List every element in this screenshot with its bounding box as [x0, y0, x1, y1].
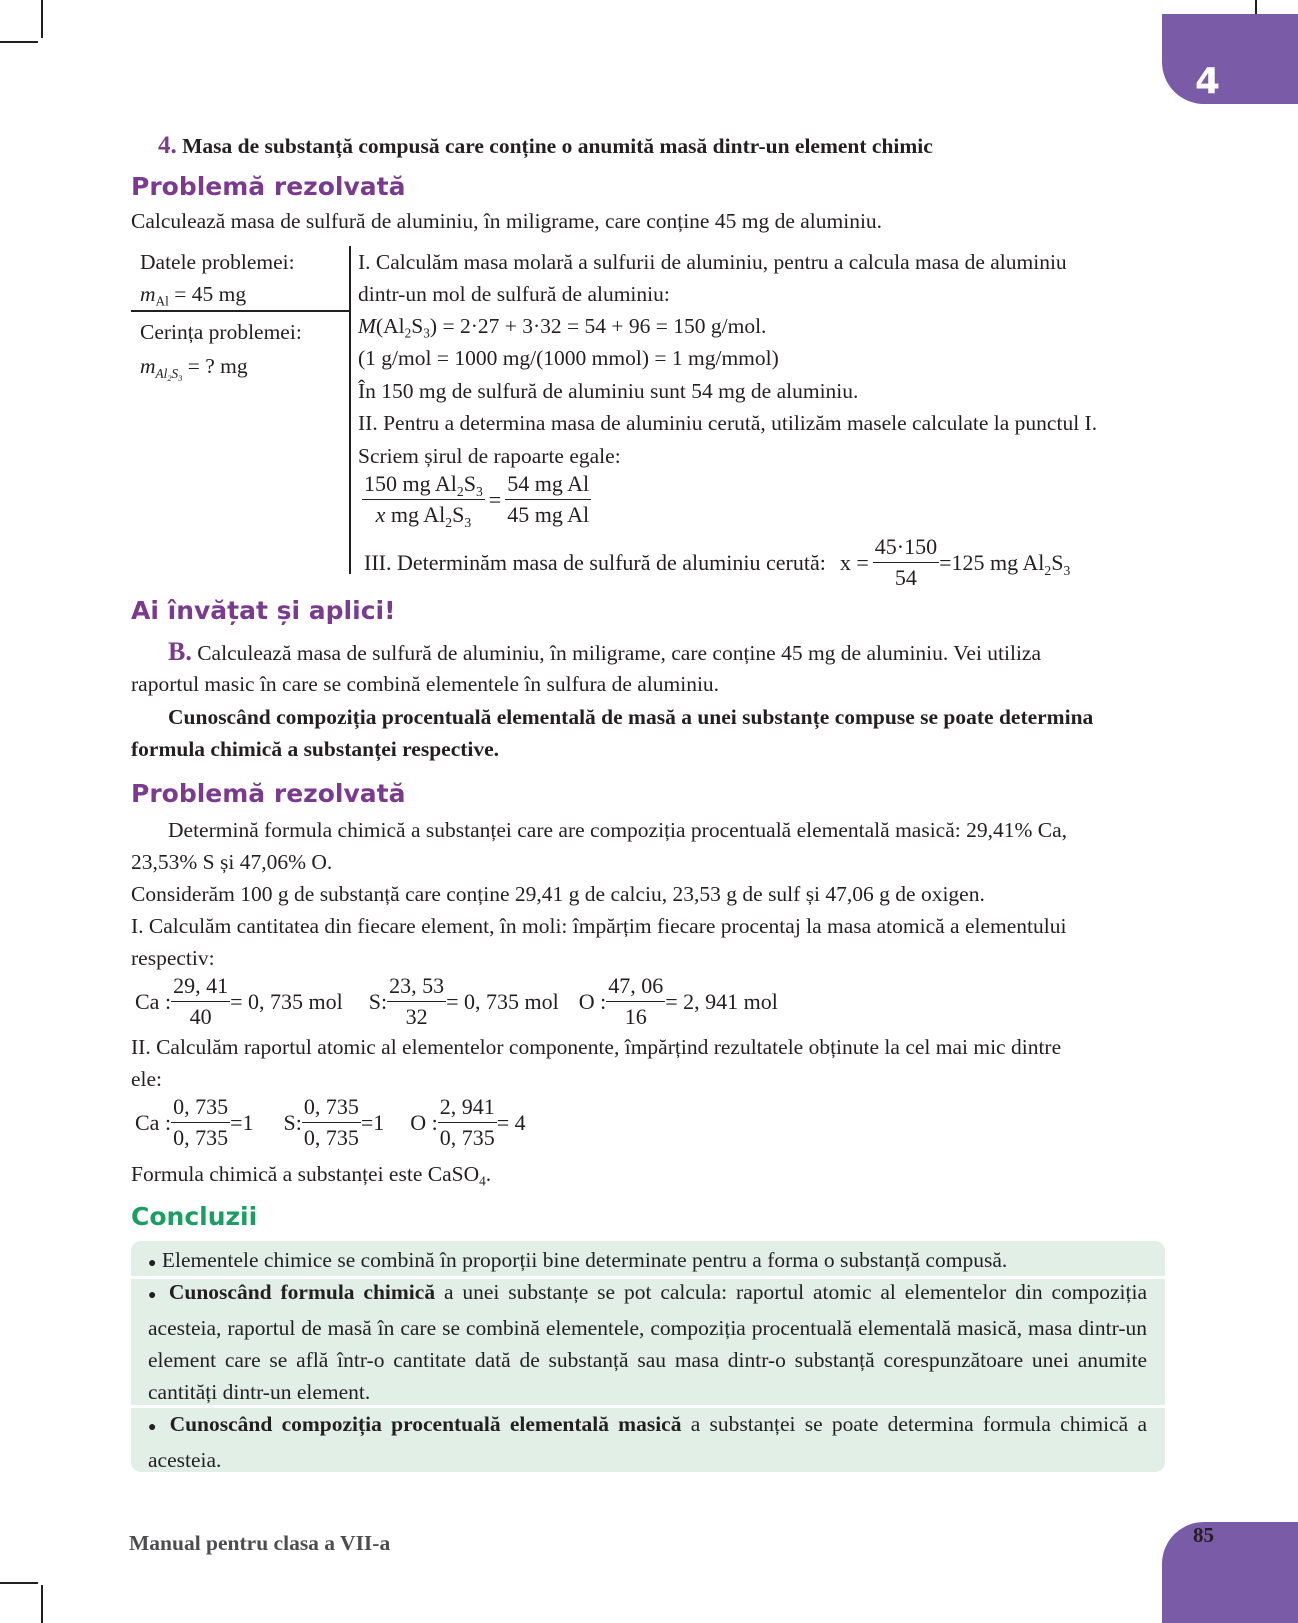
problem2-step2-line2: ele:	[131, 1067, 163, 1091]
problem-statement: Calculează masa de sulfură de aluminiu, în miligrame, care conține 45 mg de aluminiu.	[131, 209, 883, 233]
key-statement-line2: formula chimică a substanței respective.	[131, 737, 500, 761]
ratio-fraction-2: $\frac{\text{54 mg Al}}{\text{45 mg Al}}$	[507, 471, 590, 527]
book-title: Manual pentru clasa a VII-a	[129, 1531, 391, 1555]
chapter-number: 4	[1195, 61, 1221, 102]
ratio-fraction-ca: $\frac{0, 735}{0, 735}$	[173, 1094, 229, 1150]
problem2-step2-line1: II. Calculăm raportul atomic al elementelor componente, împărțind rezultatele obținute la cel mai mic dintre	[131, 1035, 1062, 1059]
data-separator	[131, 310, 349, 312]
step3-fraction: $\frac{45\cdot 150}{54}$	[874, 534, 938, 590]
apply-line1: B. Calculează masa de sulfură de aluminiu, în miligrame, care conține 45 mg de aluminiu. Vei utiliza	[168, 637, 1042, 666]
molar-mass-equation: $M(Al_2S_3) = 2\cdot 27 + 3\cdot 32 = 54 + 96 = 150$ g/mol.	[358, 314, 767, 341]
page-number: 85	[1193, 1523, 1214, 1547]
ratio-equation: $\frac{150 mg Al_2S_3}{x mg Al_2S_3}$ = $\frac{\text{54 mg Al}}{\text{45 mg Al}}$	[364, 471, 590, 530]
mol-fraction-ca: $\frac{29, 41}{40}$	[173, 973, 229, 1029]
mass-statement: În 150 mg de sulfură de aluminiu sunt 54 mg de aluminiu.	[358, 379, 859, 403]
requirement-value: $m_{Al_2S_3}$ = ? mg	[140, 354, 248, 383]
crop-mark	[41, 0, 43, 38]
unit-conversion: (1 g/mol = 1000 mg/(1000 mmol) = 1 mg/mmol)	[358, 346, 779, 370]
section-title	[158, 130, 933, 162]
problem2-line1: Determină formula chimică a substanței care are compoziția procentuală elementală masică: 29,41% Ca,	[168, 818, 1068, 842]
conclusion-item-3: ● Cunoscând compoziția procentuală elementală masică a substanței se poate determina formula chimică a acesteia.	[148, 1412, 1147, 1472]
crop-mark	[0, 1582, 38, 1584]
key-statement-line1: Cunoscând compoziția procentuală elementală de masă a unei substanțe compuse se poate determina	[168, 705, 1094, 729]
problem-heading: Problemă rezolvată	[131, 172, 406, 201]
step2-line1: II. Pentru a determina masa de aluminiu cerută, utilizăm masele calculate la punctul I.	[358, 411, 1098, 435]
problem2-line3: Considerăm 100 g de substanță care conține 29,41 g de calciu, 23,53 g de sulf și 47,06 g de oxigen.	[131, 882, 985, 906]
ratio-fraction-o: $\frac{2, 941}{0, 735}$	[439, 1094, 495, 1150]
formula-result: Formula chimică a substanței este CaSO$_4$.	[131, 1162, 492, 1189]
crop-mark	[41, 1585, 43, 1623]
apply-heading: Ai învățat și aplici!	[131, 596, 396, 625]
page-tab	[1162, 1522, 1298, 1623]
conclusion-item-1: ● Elementele chimice se combină în proporții bine determinate pentru a forma o substanță compusă.	[148, 1248, 1008, 1272]
chapter-tab	[1162, 14, 1298, 104]
conclusion-item-2: ● Cunoscând formula chimică a unei substanțe se pot calcula: raportul atomic al elementelor din compoziția acesteia, raportul de masă în care se combină elementele, compoziția procentuală elementală masică, masa dintr-un element care se află într-o cantitate dată de substanță sau masa dintr-o substanță corespunzătoare unei anumite cantități dintr-un element.	[148, 1280, 1147, 1404]
step3-equation: III. Determinăm masa de sulfură de aluminiu cerută: x = $\frac{45\cdot 150}{54}$ =125 mg $Al_2S_3$	[364, 532, 1070, 593]
crop-mark	[0, 41, 38, 43]
requirement-label: Cerința problemei:	[140, 320, 302, 344]
section-title-text: Masa de substanță compusă care conține o anumită masă dintr-un element chimic	[182, 134, 933, 158]
ratio-equations: Ca : $\frac{0, 735}{0, 735}$ =1 S: $\frac{0, 735}{0, 735}$ =1 O : $\frac{2, 941}{0, 735}$ = 4	[135, 1092, 526, 1153]
step1-line2: dintr-un mol de sulfură de aluminiu:	[358, 282, 670, 306]
step1-line1: I. Calculăm masa molară a sulfurii de aluminiu, pentru a calcula masa de aluminiu	[358, 250, 1067, 274]
mol-fraction-o: $\frac{47, 06}{16}$	[608, 973, 664, 1029]
mol-fraction-s: $\frac{23, 53}{32}$	[389, 973, 445, 1029]
apply-line2: raportul masic în care se combină elementele în sulfura de aluminiu.	[131, 672, 720, 696]
ratio-fraction-s: $\frac{0, 735}{0, 735}$	[303, 1094, 359, 1150]
problem2-step1-line1: I. Calculăm cantitatea din fiecare element, în moli: împărțim fiecare procentaj la masa atomică a elementului	[131, 914, 1067, 938]
mol-equations: Ca : $\frac{29, 41}{40}$ = 0, 735 mol S: $\frac{23, 53}{32}$ = 0, 735 mol O : $\frac{47, 06}{16}$ = 2, 941 mol	[135, 971, 778, 1032]
data-given: $m_{Al} = 45$ mg	[140, 282, 247, 309]
ratio-fraction-1: $\frac{150 mg Al_2S_3}{x mg Al_2S_3}$	[364, 471, 483, 530]
data-label: Datele problemei:	[140, 250, 295, 274]
problem2-line2: 23,53% S și 47,06% O.	[131, 850, 333, 874]
problem2-heading: Problemă rezolvată	[131, 779, 406, 808]
conclusions-heading: Concluzii	[131, 1202, 258, 1231]
ratio-intro: Scriem șirul de rapoarte egale:	[358, 444, 621, 468]
section-number: 4.	[158, 132, 177, 159]
problem2-step1-line2: respectiv:	[131, 946, 215, 970]
data-vertical-rule	[349, 246, 351, 574]
